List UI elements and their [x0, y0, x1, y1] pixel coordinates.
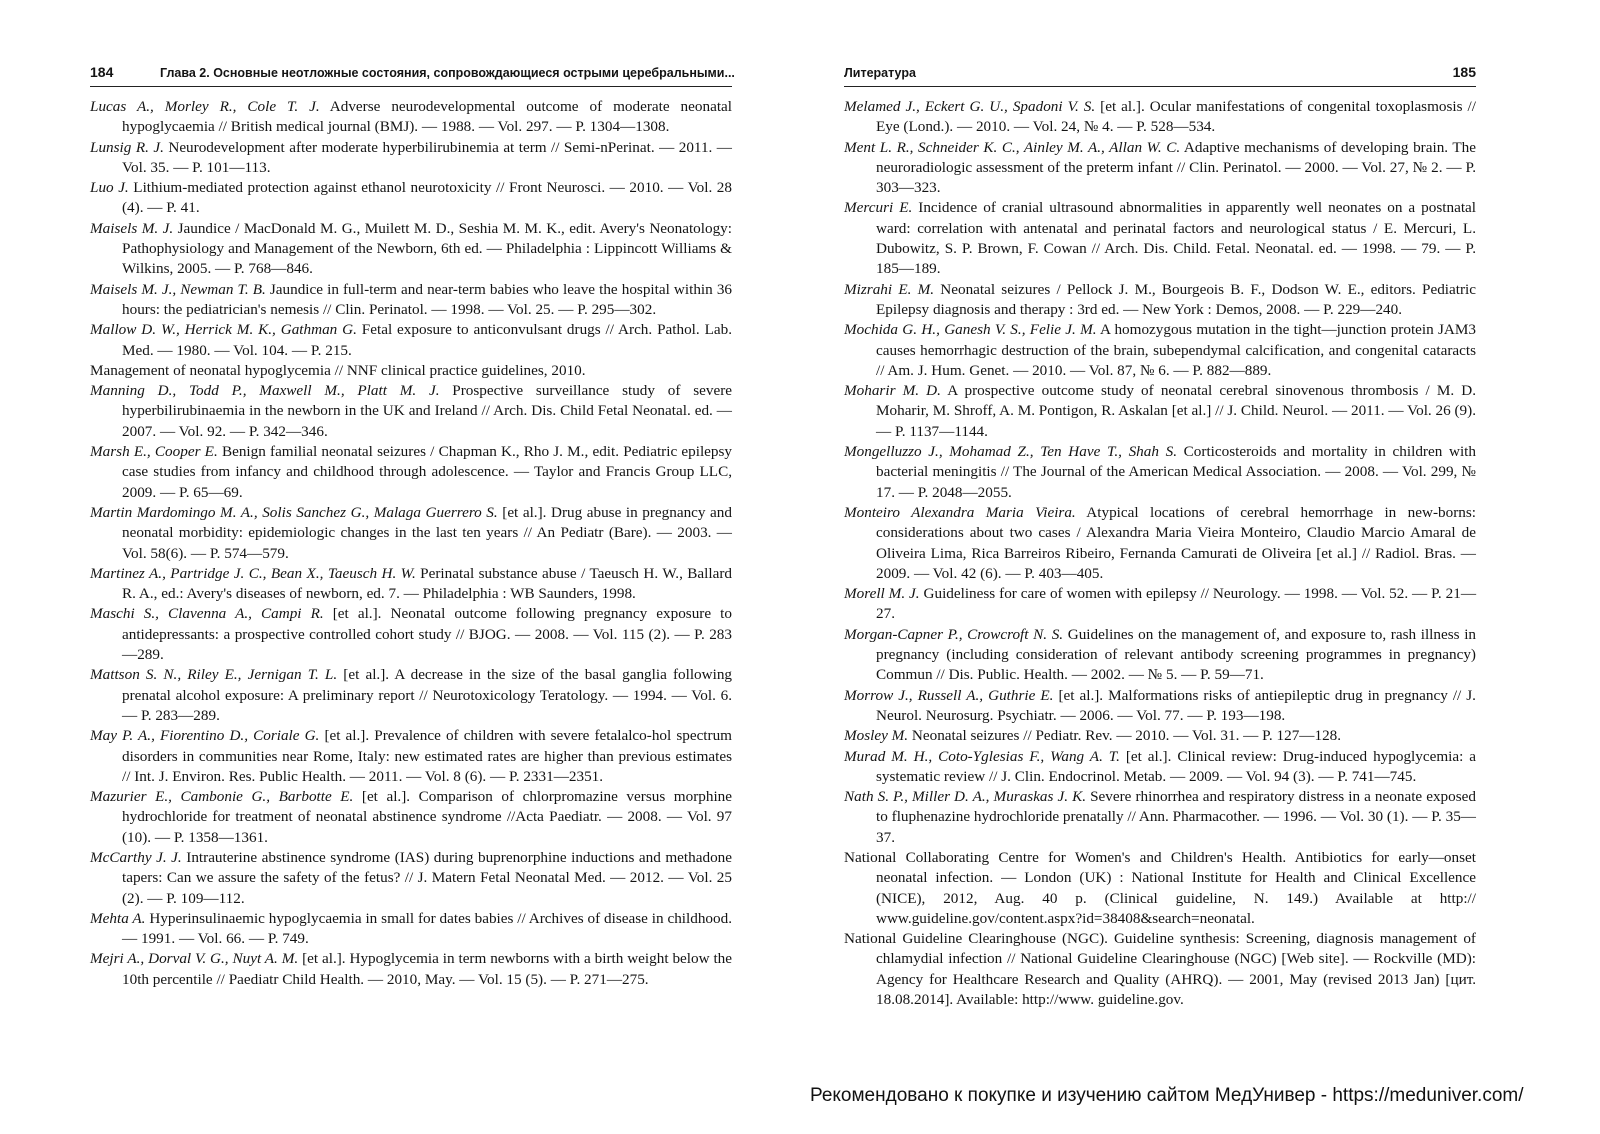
reference-text: Adverse neurodevelopmental outcome of moderate neonatal hypoglycaemia // British medical journal (BMJ). — 1988. — Vol. 297. — P. 1304—1308. [122, 98, 732, 136]
reference-entry [90, 381, 732, 442]
reference-authors: Lucas A., Morley R., Cole T. J. [90, 98, 320, 115]
reference-text: Jaundice in full-term and near-term babies who leave the hospital within 36 hours: the pediatrician's nemesis // Clin. Perinatol. — 1998. — Vol. 25. — P. 295—302. [122, 280, 733, 318]
reference-entry [844, 848, 1476, 929]
reference-authors: May P. A., Fiorentino D., Coriale G. [90, 727, 320, 745]
reference-entry [90, 604, 732, 665]
reference-entry [844, 381, 1476, 442]
reference-text: [et al.]. Clinical review: Drug-induced hypoglycemia: a systematic review // J. Clin. Endocrinol. Metab. — 2009. — Vol. 94 (3). — P. 741—745. [876, 747, 1476, 785]
reference-entry [844, 280, 1476, 321]
reference-authors: Ment L. R., Schneider K. C., Ainley M. A., Allan W. C. [844, 138, 1181, 156]
reference-text: Intrauterine abstinence syndrome (IAS) during buprenorphine inductions and methadone tapers: Can we assure the safety of the fetus? // J. Matern Fetal Neonatal Med. — 2012. — Vol. 25 (2). — P. 109—112. [122, 848, 732, 907]
reference-text: [et al.]. Comparison of chlorpromazine versus morphine hydrochloride for treatment of neonatal abstinence syndrome //Acta Paediatr. — 2008. — Vol. 97 (10). — P. 1358—1361. [122, 788, 732, 846]
reference-text: Benign familial neonatal seizures / Chapman K., Rho J. M., edit. Pediatric epilepsy case studies from infancy and childhood through adolescence. — Taylor and Francis Group LLC, 2009. — P. 65—69. [122, 443, 732, 501]
reference-authors: Mejri A., Dorval V. G., Nuyt A. M. [90, 950, 299, 968]
reference-authors: Maisels M. J., Newman T. B. [90, 280, 266, 298]
reference-text: Adaptive mechanisms of developing brain. The neuroradiologic assessment of the preterm infant // Clin. Perinatol. — 2000. — Vol. 27, № 2. — P. 303—323. [876, 138, 1476, 197]
reference-text: Fetal exposure to anticonvulsant drugs // Arch. Pathol. Lab. Med. — 1980. — Vol. 104. — P. 215. [122, 321, 732, 359]
reference-text: A homozygous mutation in the tight—junction protein JAM3 causes hemorrhagic destruction of the brain, subependymal calcification, and congenital cataracts // Am. J. Hum. Genet. — 2010. — Vol. 87, № 6. — P. 882—889. [876, 321, 1476, 379]
reference-authors: Nath S. P., Miller D. A., Muraskas J. K. [844, 788, 1087, 806]
left-page-header [90, 62, 735, 87]
reference-text: Incidence of cranial ultrasound abnormalities in apparently well neonates on a postnatal ward: correlation with antenatal and perinatal factors and neurological status / E. Mercuri, L. Dubowitz, S. P. Brown, F. Cowan // Arch. Dis. Child. Fetal. Neonatal. ed. — 1998. — 79. — P. 185—189. [876, 199, 1476, 278]
reference-authors: Mosley M. [844, 727, 909, 745]
reference-authors: Monteiro Alexandra Maria Vieira. [844, 503, 1076, 521]
reference-text: Prospective surveillance study of severe hyperbilirubinaemia in the newborn in the UK and Ireland // Arch. Dis. Child Fetal Neonatal. ed. — 2007. — Vol. 92. — P. 342—346. [122, 382, 733, 440]
reference-text: Lithium-mediated protection against ethanol neurotoxicity // Front Neurosci. — 2010. — Vol. 28 (4). — P. 41. [122, 179, 732, 217]
reference-entry [844, 747, 1476, 788]
reference-entry [844, 726, 1476, 746]
reference-text: [et al.]. Drug abuse in pregnancy and neonatal morbidity: epidemiologic changes in the last ten years // An Pediatr (Bare). — 2003. — Vol. 58(6). — P. 574—579. [122, 503, 732, 562]
reference-entry [90, 97, 732, 138]
reference-authors: Murad M. H., Coto-Yglesias F., Wang A. T. [844, 747, 1120, 765]
reference-list [844, 97, 1476, 1010]
reference-authors: Mochida G. H., Ganesh V. S., Felie J. M. [844, 321, 1097, 339]
page-number: 185 [1452, 64, 1476, 80]
reference-entry [844, 787, 1476, 848]
reference-authors: Marsh E., Cooper E. [90, 443, 218, 461]
left-page [90, 0, 735, 1100]
reference-text: National Collaborating Centre for Women's and Children's Health. Antibiotics for early—onset neonatal infection. — London (UK) : National Institute for Health and Clinical Excellence (NICE), 2012, Aug. 40 p. (Clinical guideline, N. 149.) Available at http:// www.guideline.gov/content.aspx?id=38408&search=neonatal. [844, 848, 1476, 927]
page-number: 184 [90, 64, 114, 80]
running-title: Глава 2. Основные неотложные состояния, сопровождающиеся острыми церебральными... [160, 66, 735, 80]
reference-authors: McCarthy J. J. [90, 848, 182, 866]
reference-entry [844, 198, 1476, 279]
reference-text: Management of neonatal hypoglycemia // NNF clinical practice guidelines, 2010. [90, 361, 586, 379]
reference-entry [90, 442, 732, 503]
reference-text: Hyperinsulinaemic hypoglycaemia in small for dates babies // Archives of disease in childhood. — 1991. — Vol. 66. — P. 749. [122, 909, 732, 948]
reference-entry [90, 949, 732, 990]
reference-text: Jaundice / MacDonald M. G., Muilett M. D., Seshia M. M. K., edit. Avery's Neonatology: Pathophysiology and Management of the Newborn, 6th ed. — Philadelphia : Lippincott Williams & Wilkins, 2005. — P. 768—846. [122, 219, 732, 278]
reference-authors: Mizrahi E. M. [844, 280, 935, 298]
reference-authors: Martinez A., Partridge J. C., Bean X., Taeusch H. W. [90, 564, 416, 582]
reference-authors: Luo J. [90, 179, 129, 197]
reference-text: National Guideline Clearinghouse (NGC). Guideline synthesis: Screening, diagnosis management of chlamydial infection // National Guideline Clearinghouse (NGC) [Web site]. — Rockville (MD): Agency for Healthcare Research and Quality (AHRQ). — 2001, May (revised 2013 Jan) [цит. 18.08.2014]. Available: http://www. guideline.gov. [844, 930, 1476, 1009]
reference-authors: Manning D., Todd P., Maxwell M., Platt M. J. [90, 382, 440, 400]
reference-entry [844, 138, 1476, 199]
reference-text: Corticosteroids and mortality in children with bacterial meningitis // The Journal of the American Medical Association. — 2008. — Vol. 299, № 17. — P. 2048—2055. [876, 443, 1476, 501]
reference-entry [844, 686, 1476, 727]
reference-text: [et al.]. Neonatal outcome following pregnancy exposure to antidepressants: a prospective controlled cohort study // BJOG. — 2008. — Vol. 115 (2). — P. 283—289. [122, 605, 732, 664]
reference-authors: Mehta A. [90, 909, 146, 927]
reference-entry [90, 178, 732, 219]
reference-entry [90, 787, 732, 848]
reference-authors: Mongelluzzo J., Mohamad Z., Ten Have T., Shah S. [844, 443, 1178, 461]
reference-entry [90, 219, 732, 280]
reference-entry [90, 503, 732, 564]
running-title: Литература [844, 66, 916, 80]
reference-text: Perinatal substance abuse / Taeusch H. W., Ballard R. A., ed.: Avery's diseases of newborn, ed. 7. — Philadelphia : WB Saunders, 1998. [122, 564, 732, 603]
reference-entry [844, 97, 1476, 138]
reference-authors: Maschi S., Clavenna A., Campi R. [90, 605, 324, 623]
watermark-footer: Рекомендовано к покупке и изучению сайтом МедУнивер - https://meduniver.com/ [810, 1085, 1524, 1106]
reference-text: [et al.]. Hypoglycemia in term newborns with a birth weight below the 10th percentile // Paediatr Child Health. — 2010, May. — Vol. 15 (5). — P. 271—275. [122, 950, 732, 988]
reference-text: Neonatal seizures / Pellock J. M., Bourgeois B. F., Dodson W. E., editors. Pediatric Epilepsy diagnosis and therapy : 3rd ed. — New York : Demos, 2008. — P. 229—240. [876, 280, 1477, 318]
reference-authors: Mattson S. N., Riley E., Jernigan T. L. [90, 666, 338, 684]
reference-text: Atypical locations of cerebral hemorrhage in new-borns: considerations about two cases / Alexandra Maria Vieira Monteiro, Claudio Marcio Amaral de Oliveira Lima, Rica Barreiros Ribeiro, Fernanda Camurati de Oliveira [et al.] // Radiol. Bras. — 2009. — Vol. 42 (6). — P. 403—405. [876, 503, 1476, 582]
reference-entry [90, 665, 732, 726]
reference-entry [90, 564, 732, 605]
reference-authors: Mazurier E., Cambonie G., Barbotte E. [90, 788, 354, 806]
reference-entry [90, 848, 732, 909]
reference-authors: Martin Mardomingo M. A., Solis Sanchez G., Malaga Guerrero S. [90, 503, 498, 521]
right-page-header [844, 62, 1476, 87]
reference-text: [et al.]. Prevalence of children with severe fetalalco-hol spectrum disorders in communities near Rome, Italy: new estimated rates are higher than previous estimates // Int. J. Environ. Res. Public Health. — 2011. — Vol. 8 (6). — P. 2331—2351. [122, 727, 732, 785]
reference-authors: Melamed J., Eckert G. U., Spadoni V. S. [844, 98, 1096, 115]
reference-authors: Morell M. J. [844, 585, 920, 603]
reference-entry [844, 929, 1476, 1010]
reference-entry [90, 138, 732, 179]
reference-text: [et al.]. Ocular manifestations of congenital toxoplasmosis // Eye (Lond.). — 2010. — Vol. 24, № 4. — P. 528—534. [876, 98, 1476, 136]
reference-text: Neonatal seizures // Pediatr. Rev. — 2010. — Vol. 31. — P. 127—128. [908, 727, 1342, 745]
reference-entry [844, 320, 1476, 381]
reference-entry [90, 320, 732, 361]
reference-authors: Mercuri E. [844, 199, 913, 217]
reference-list [90, 97, 732, 990]
reference-text: Guideliness for care of women with epilepsy // Neurology. — 1998. — Vol. 52. — P. 21—27. [876, 585, 1477, 623]
reference-text: A prospective outcome study of neonatal cerebral sinovenous thrombosis / M. D. Moharir, M. Shroff, A. M. Pontigon, R. Askalan [et al.] // J. Child. Neurol. — 2011. — Vol. 26 (9). — P. 1137—1144. [876, 382, 1477, 440]
reference-text: Neurodevelopment after moderate hyperbilirubinemia at term // Semi-nPerinat. — 2011. — Vol. 35. — P. 101—113. [122, 138, 732, 176]
reference-entry [90, 726, 732, 787]
reference-entry [90, 909, 732, 950]
reference-entry [844, 503, 1476, 584]
reference-text: [et al.]. A decrease in the size of the basal ganglia following prenatal alcohol exposure: A preliminary report // Neurotoxicology Teratology. — 1994. — Vol. 6. — P. 283—289. [122, 666, 733, 724]
reference-authors: Moharir M. D. [844, 382, 941, 400]
reference-text: Severe rhinorrhea and respiratory distress in a neonate exposed to fluphenazine hydrochloride prenatally // Ann. Pharmacother. — 1996. — Vol. 30 (1). — P. 35—37. [876, 788, 1476, 846]
reference-authors: Morrow J., Russell A., Guthrie E. [844, 686, 1054, 704]
reference-entry [90, 361, 732, 381]
right-page [844, 0, 1476, 1100]
reference-entry [844, 442, 1476, 503]
reference-entry [844, 584, 1476, 625]
reference-authors: Maisels M. J. [90, 219, 174, 237]
reference-authors: Lunsig R. J. [90, 138, 164, 156]
reference-authors: Morgan-Capner P., Crowcroft N. S. [844, 625, 1064, 643]
reference-authors: Mallow D. W., Herrick M. K., Gathman G. [90, 321, 357, 339]
reference-text: [et al.]. Malformations risks of antiepileptic drug in pregnancy // J. Neurol. Neurosurg. Psychiatr. — 2006. — Vol. 77. — P. 193—198. [876, 686, 1476, 724]
reference-entry [90, 280, 732, 321]
reference-text: Guidelines on the management of, and exposure to, rash illness in pregnancy (including consideration of relevant antibody screening programmes in pregnancy) Commun // Dis. Public. Health. — 2002. — № 5. — P. 59—71. [876, 625, 1477, 684]
reference-entry [844, 625, 1476, 686]
